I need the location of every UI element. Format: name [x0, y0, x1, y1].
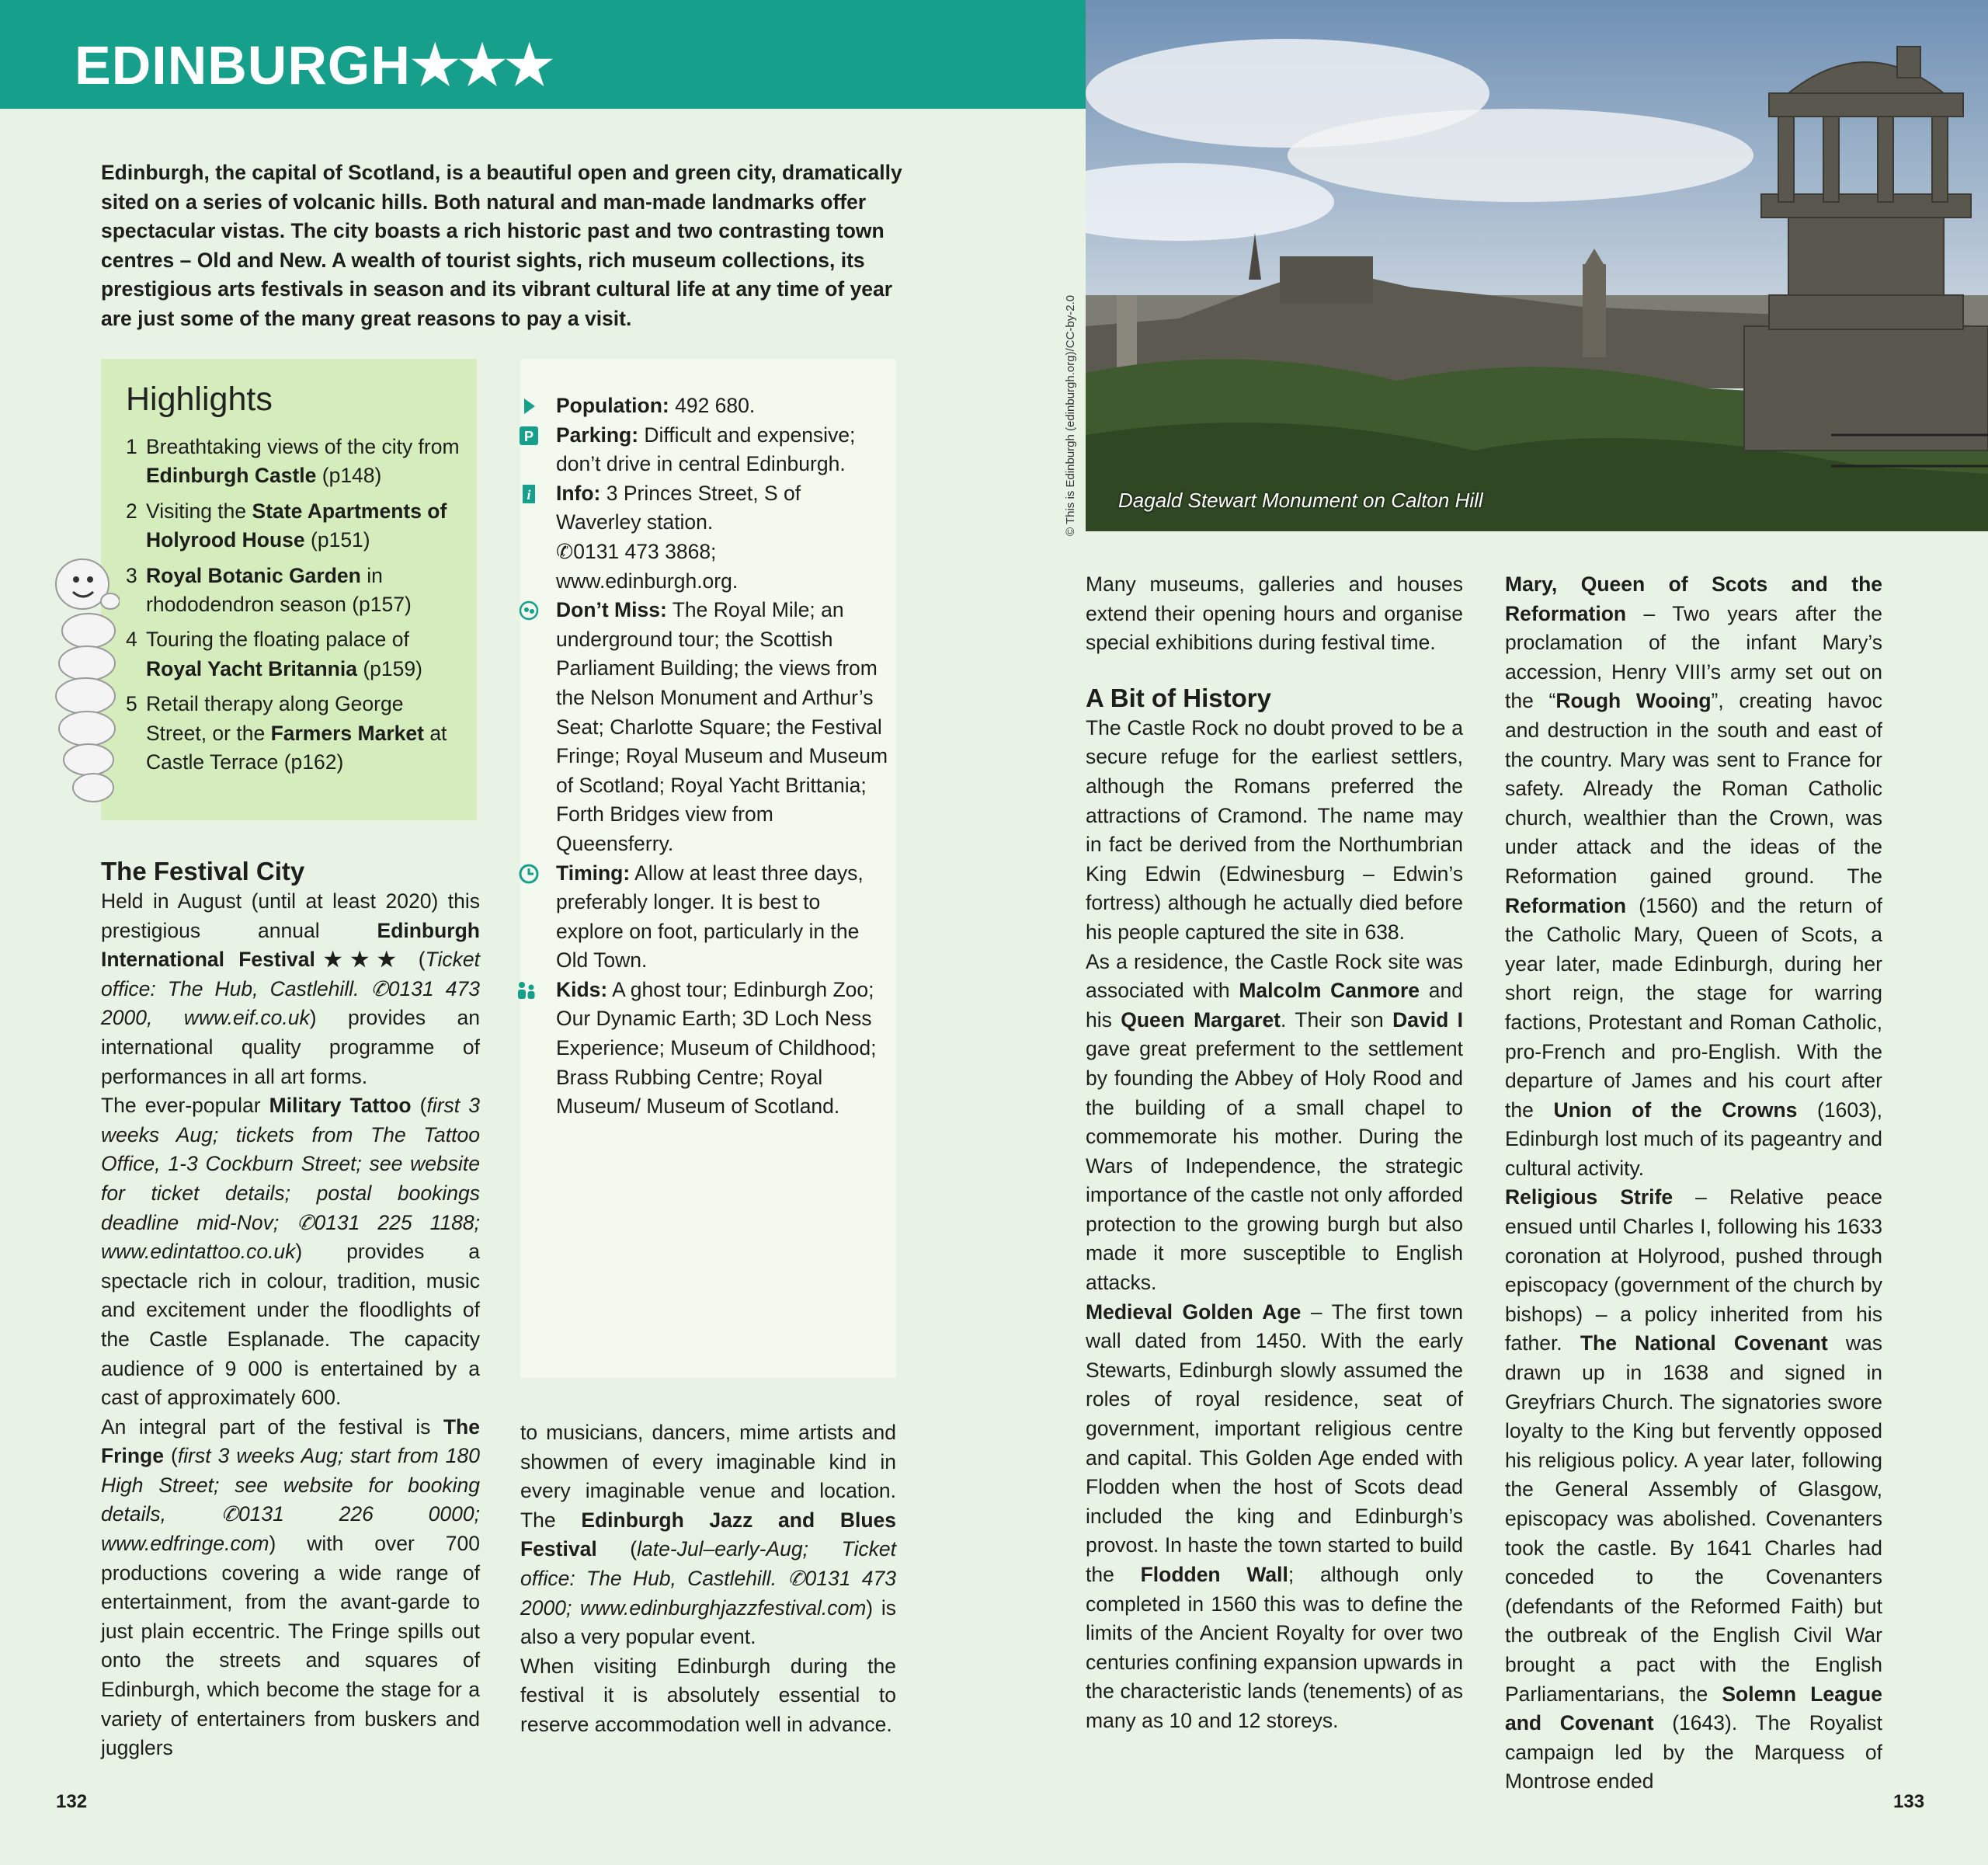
bold-run: Military Tattoo [269, 1094, 412, 1118]
text-run: gave great preferment to the settlement by founding the Abbey of Holy Rood and the building of a small chapel to commemorate his mother. During the Wars of Independence, the strategic importance of the castle not only afforded protection to the growing burgh but also made it more susceptible to English attacks. [1086, 1037, 1463, 1295]
text-run: ) provides an international quality programme of performances in all art forms. [101, 1006, 480, 1088]
highlight-ref: in rhododendron season (p157) [146, 563, 412, 617]
text-run: – Two years after the proclamation of the infant Mary’s accession, Henry VIII’s army set out on the “ [1505, 601, 1882, 713]
play-arrow-icon [519, 396, 539, 416]
fact-timing [556, 859, 890, 976]
page-number-left: 132 [56, 1791, 88, 1812]
highlight-number: 1 [126, 435, 137, 458]
festival-column-2 [520, 1418, 896, 1740]
highlight-ref: at Castle Terrace (p162) [146, 721, 447, 774]
text-run: to musicians, dancers, mime artists and showmen of every imaginable kind in every imaginable venue and location. The [520, 1421, 896, 1532]
bold-run: Medieval Golden Age [1086, 1300, 1302, 1324]
bold-run: Union of the Crowns [1553, 1098, 1798, 1122]
text-run: ( [163, 1444, 178, 1468]
family-icon [511, 980, 542, 1000]
festival-paragraph [101, 887, 480, 1091]
photo-illustration [1086, 0, 1988, 531]
fact-text: 492 680. [669, 394, 756, 417]
text-run: ( [596, 1537, 638, 1561]
bold-run: The National Covenant [1580, 1331, 1828, 1355]
text-run: ; although only completed in 1560 this was to define the limits of the Ancient Royalty for over two centuries confining expansion upwards in the characteristic lands (tenements) of as many as 10 and 12 storeys. [1086, 1563, 1463, 1732]
intro-paragraph: Edinburgh, the capital of Scotland, is a beautiful open and green city, dramatically sited on a series of volcanic hills. Both natural and man-made landmarks offer spectacular vistas. The city boasts a rich historic past and two contrasting town centres – Old and New. A wealth of tourist sights, rich museum collections, its prestigious arts festivals in season and its vibrant cultural life at any time of year are just some of the many great reasons to pay a visit. [101, 161, 902, 330]
fact-kids [556, 976, 890, 1122]
rating-stars: ★★★ [410, 35, 553, 96]
highlights-list [126, 433, 467, 783]
bold-run: Reformation [1505, 893, 1627, 917]
highlight-number: 5 [126, 692, 137, 716]
fact-label: Info: [556, 481, 601, 505]
text-run: ) is also a very popular event. [520, 1595, 896, 1649]
bold-run: Mary, Queen of Scots and the Reformation [1505, 572, 1882, 625]
info-phone: 0131 473 3868; [573, 539, 717, 563]
bold-run: Solemn League and Covenant [1505, 1682, 1882, 1735]
fact-text: 3 Princes Street, S of Waverley station. [556, 481, 801, 534]
chapter-title [75, 34, 552, 96]
bold-run: Edinburgh Jazz and Blues Festival [520, 1508, 896, 1561]
highlight-item [126, 690, 467, 777]
text-run: – The first town wall dated from 1450. With the early Stewarts, Edinburgh slowly assumed the roles of royal residence, seat of government, important religious centre and capital. This Golden Age ended with Flodden when the host of Scots dead included the king and Edinburgh’s provost. In haste the town started to build the [1086, 1300, 1463, 1586]
fact-label: Kids: [556, 977, 608, 1001]
highlight-item [126, 433, 467, 491]
page-number-right: 133 [1893, 1791, 1925, 1812]
fact-dont-miss [556, 596, 890, 858]
history-column-2 [1505, 570, 1882, 1797]
bold-run: Queen Margaret [1121, 1007, 1281, 1032]
highlight-bold: Royal Yacht Britannia [146, 656, 357, 680]
highlight-item [126, 625, 467, 684]
tattoo-paragraph [101, 1091, 480, 1413]
bold-run: Religious Strife [1505, 1185, 1673, 1209]
text-run: ) provides a spectacle rich in colour, tradition, music and excitement under the floodlights of the Castle Esplanade. The capacity audience of 9 000 is entertained by a cast of approximately 600. [101, 1240, 480, 1410]
highlight-item [126, 497, 467, 555]
highlight-ref: (p159) [356, 656, 422, 680]
text-run: and his [1086, 979, 1463, 1032]
fact-text: Difficult and expensive; don’t drive in central Edinburgh. [556, 423, 856, 476]
reformation-paragraph [1505, 570, 1882, 1183]
fact-label: Parking: [556, 423, 639, 447]
fact-label: Timing: [556, 861, 631, 885]
accommodation-paragraph: When visiting Edinburgh during the festival it is absolutely essential to reserve accommodation well in advance. [520, 1654, 896, 1736]
text-run: As a residence, the Castle Rock site was associated with [1086, 949, 1463, 1003]
text-run: ( [404, 948, 426, 972]
text-run: Held in August (until at least 2020) this prestigious annual [101, 889, 480, 942]
castle-rock-paragraph [1086, 948, 1463, 1298]
fact-info [527, 479, 890, 596]
fact-population [556, 391, 890, 421]
festival-heading: The Festival City [101, 857, 305, 886]
highlights-title: Highlights [126, 381, 273, 418]
info-web: www.edinburgh.org. [556, 569, 739, 593]
text-run: was drawn up in 1638 and signed in Greyfriars Church. The signatories swore loyalty to the King but fervently opposed his religious policy. A year later, following the General Assembly of Glasgow, episcopacy was abolished. Covenanters took the castle. By 1641 Charles had conceded to the Covenanters (defendants of the Reformed Faith) but the outbreak of the English Civil War brought a pact with the English Parliamentarians, the [1505, 1331, 1882, 1706]
highlight-bold: Royal Botanic Garden [146, 563, 361, 587]
highlight-ref: (p148) [316, 464, 382, 488]
fact-label: Don’t Miss: [556, 598, 667, 622]
highlight-text: Touring the floating palace of [146, 628, 409, 652]
fact-text: The Royal Mile; an underground tour; the Scottish Parliament Building; the views from the Nelson Monument and Arthur’s Seat; Charlotte Square; the Festival Fringe; Royal Museum and Museum of Scotland; Royal Yacht Brittania; Forth Bridges view from Queensferry. [556, 598, 888, 855]
bold-run: Rough Wooing [1555, 689, 1712, 713]
bold-run: The Fringe [101, 1414, 480, 1468]
highlight-text: Breathtaking views of the city from [146, 435, 460, 458]
text-run: (1603), Edinburgh lost much of its pageantry and cultural activity. [1505, 1098, 1883, 1180]
mascot-icon [42, 553, 120, 817]
text-run: ( [411, 1094, 427, 1118]
highlight-bold: Edinburgh Castle [146, 464, 317, 488]
fringe-paragraph [101, 1413, 480, 1763]
highlight-number: 2 [126, 499, 137, 523]
highlight-number: 3 [126, 563, 137, 587]
key-facts-list [523, 391, 890, 1122]
text-run: – Relative peace ensued until Charles I, following his 1633 coronation at Holyrood, pushed through episcopacy (government of the church by bishops) – a policy inherited from his father. [1505, 1185, 1882, 1355]
history-paragraph: The Castle Rock no doubt proved to be a secure refuge for the earliest settlers, although the Romans preferred the attractions of Cramond. The name may in fact be derived from the Northumbrian King Edwin (Edwinesburg – Edwin’s fortress) although he actually died before his people captured the site in 638. [1086, 715, 1463, 944]
chapter-title-text: EDINBURGH [75, 35, 411, 96]
text-run: (1560) and the return of the Catholic Mary, Queen of Scots, a year later, made Edinburgh, during her short reign, the stage for warring factions, Protestant and Roman Catholic, pro-French and pro-English. With the departure of James and his court after the [1505, 893, 1882, 1122]
photo-credit: © This is Edinburgh (edinburgh.org)/CC-by-2.0 [1064, 294, 1077, 536]
highlight-bold: Farmers Market [270, 721, 424, 745]
bold-run: Malcolm Canmore [1239, 979, 1420, 1003]
festival-column-1 [101, 856, 480, 1763]
fact-text: Allow at least three days, preferably longer. It is best to explore on foot, particularly in the Old Town. [556, 861, 864, 973]
text-run: . Their son [1281, 1007, 1393, 1032]
golden-age-paragraph [1086, 1298, 1463, 1736]
italic-run: Ticket office: The Hub, Castlehill. ✆0131 473 2000, www.eif.co.uk [101, 948, 480, 1030]
svg-text:i: i [527, 486, 531, 503]
text-run: ) with over 700 productions covering a wide range of entertainment, from the avant-garde to just plain eccentric. The Fringe spills out onto the streets and squares of Edinburgh, which become the stage for a variety of entertainers from buskers and jugglers [101, 1532, 480, 1760]
chapter-header-bar [0, 0, 1086, 109]
clock-icon [519, 864, 539, 884]
phone-icon: ✆ [556, 539, 574, 563]
svg-text:P: P [523, 428, 534, 444]
highlight-text: Retail therapy along George Street, or the [146, 692, 404, 745]
highlights-box [101, 359, 477, 820]
eye-icon [519, 600, 539, 621]
italic-run: late-Jul–early-Aug; Ticket office: The Hub, Castlehill. ✆0131 473 2000; www.edinburghjazzfestival.com [520, 1537, 897, 1620]
parking-icon [519, 426, 539, 446]
text-run: (1643). The Royalist campaign led by the Marquess of Montrose ended [1505, 1711, 1882, 1794]
fact-label: Population: [556, 394, 669, 417]
fact-parking [523, 421, 890, 479]
photo-caption: Dagald Stewart Monument on Calton Hill [1118, 489, 1483, 512]
bold-run: David I [1392, 1007, 1464, 1032]
history-column-1 [1086, 570, 1463, 1736]
highlight-number: 4 [126, 628, 137, 652]
festival-exhibitions-paragraph: Many museums, galleries and houses extend their opening hours and organise special exhibitions during festival time. [1086, 572, 1463, 655]
history-heading: A Bit of History [1086, 683, 1271, 712]
italic-run: first 3 weeks Aug; start from 180 High Street; see website for booking details, ✆0131 226 0000; www.edfringe.com [101, 1444, 481, 1556]
highlight-ref: (p151) [304, 528, 370, 552]
text-run: The ever-popular [101, 1094, 269, 1118]
info-icon [519, 484, 539, 504]
highlight-bold: State Apartments of Holyrood House [146, 499, 447, 552]
bold-run: Edinburgh International Festival★★★ [101, 918, 480, 972]
bold-run: Flodden Wall [1140, 1563, 1288, 1586]
fact-text: A ghost tour; Edinburgh Zoo; Our Dynamic Earth; 3D Loch Ness Experience; Museum of Childhood; Brass Rubbing Centre; Royal Museum/ Museum of Scotland. [556, 977, 877, 1119]
text-run: An integral part of the festival is [101, 1414, 443, 1439]
text-run: ”, creating havoc and destruction in the south and east of the country. Mary was sent to France for safety. Already the Roman Catholic church, wealthier than the Crown, was under attack and the ideas of the Reformation gained ground. The [1505, 689, 1882, 888]
italic-run: first 3 weeks Aug; tickets from The Tattoo Office, 1-3 Cockburn Street; see website for ticket details; postal bookings deadline mid-Nov; ✆0131 225 1188; www.edintattoo.co.uk [101, 1094, 481, 1264]
highlight-text: Visiting the [146, 499, 252, 523]
religious-strife-paragraph [1505, 1183, 1882, 1796]
calton-hill-photo [1086, 0, 1988, 531]
key-facts-box [520, 359, 896, 1378]
highlight-item [126, 562, 467, 620]
jazz-paragraph [520, 1418, 896, 1652]
